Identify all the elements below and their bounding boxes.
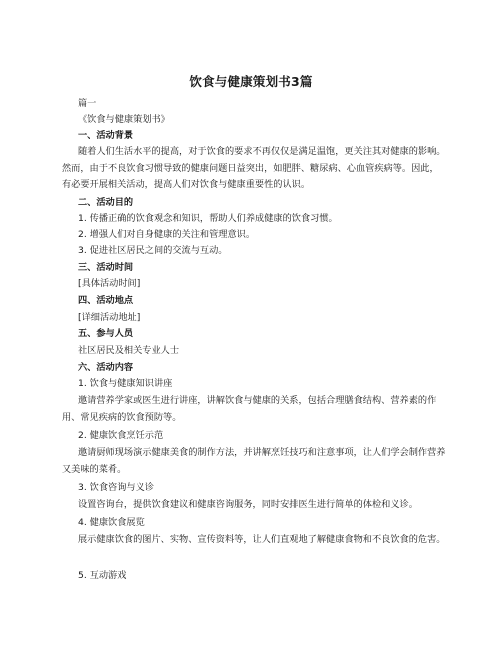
section-heading-time: 三、活动时间 bbox=[78, 262, 134, 273]
content-item-title: 4. 健康饮食展览 bbox=[78, 517, 145, 528]
purpose-item: 3. 促进社区居民之间的交流与互动。 bbox=[78, 245, 228, 256]
section-heading-purpose: 二、活动目的 bbox=[78, 197, 134, 208]
content-item-title: 5. 互动游戏 bbox=[78, 570, 127, 581]
document-title: 饮食与健康策划书3篇 bbox=[189, 74, 313, 89]
section-body-background: 随着人们生活水平的提高，对于饮食的要求不再仅仅是满足温饱，更关注其对健康的影响。然而，由于不良饮食习惯导致的健康问题日益突出，如肥胖、糖尿病、心血管疾病等。因此，有必要开展相关活动，提高人们对饮食与健康重要性的认识。 bbox=[62, 146, 446, 190]
purpose-item: 1. 传播正确的饮食观念和知识，帮助人们养成健康的饮食习惯。 bbox=[78, 213, 338, 224]
part-label: 篇一 bbox=[78, 98, 97, 109]
content-item-body: 设置咨询台，提供饮食建议和健康咨询服务，同时安排医生进行简单的体检和义诊。 bbox=[78, 499, 418, 510]
content-item-body: 邀请营养学家或医生进行讲座，讲解饮食与健康的关系，包括合理膳食结构、营养素的作用、常见疾病的饮食预防等。 bbox=[62, 395, 437, 423]
content-item-title: 1. 饮食与健康知识讲座 bbox=[78, 378, 173, 389]
section-body-participants: 社区居民及相关专业人士 bbox=[78, 345, 180, 356]
content-item-title: 2. 健康饮食烹饪示范 bbox=[78, 430, 164, 441]
section-heading-participants: 五、参与人员 bbox=[78, 328, 134, 339]
section-heading-location: 四、活动地点 bbox=[78, 295, 134, 306]
section-heading-background: 一、活动背景 bbox=[78, 130, 134, 141]
section-body-time: [具体活动时间] bbox=[78, 278, 141, 289]
content-item-title: 3. 饮食咨询与义诊 bbox=[78, 482, 154, 493]
content-item-body: 邀请厨师现场演示健康美食的制作方法，并讲解烹饪技巧和注意事项，让人们学会制作营养又美味的菜肴。 bbox=[62, 447, 446, 475]
content-item-body: 展示健康饮食的图片、实物、宣传资料等，让人们直观地了解健康食物和不良饮食的危害。 bbox=[78, 534, 446, 545]
section-heading-content: 六、活动内容 bbox=[78, 362, 134, 373]
book-title: 《饮食与健康策划书》 bbox=[78, 114, 170, 125]
purpose-item: 2. 增强人们对自身健康的关注和管理意识。 bbox=[78, 229, 256, 240]
section-body-location: [详细活动地址] bbox=[78, 312, 141, 323]
